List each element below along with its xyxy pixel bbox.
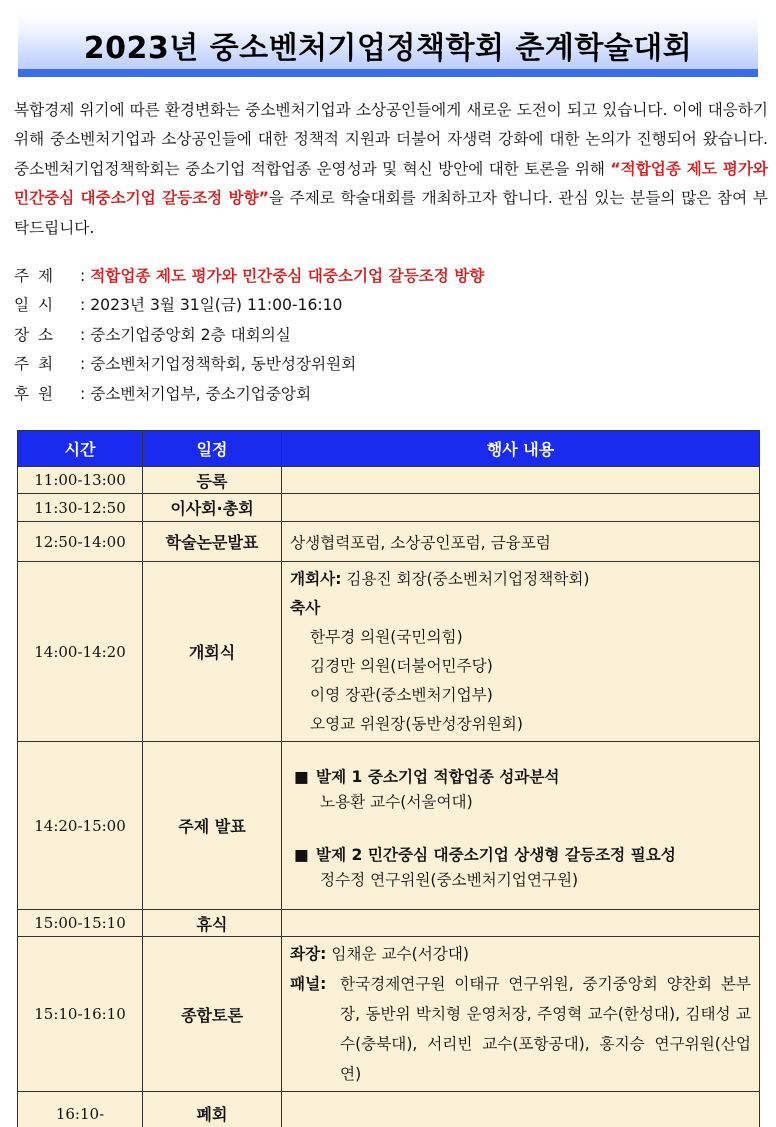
chair <box>290 940 751 969</box>
row-detail <box>282 494 760 522</box>
row-detail <box>282 467 760 494</box>
panel-members: 한국경제연구원 이태규 연구위원, 중기중앙회 양찬회 본부장, 동반위 박치형 운영처장, 주영혁 교수(한성대), 김태성 교수(충북대), 서리빈 교수(포항공대), 홍지승 연구위원(산업연) <box>340 975 751 1083</box>
row-time: 11:00-13:00 <box>18 467 143 494</box>
congrats-speaker: 오영교 위원장(동반성장위원회) <box>310 715 523 733</box>
panel-label: 패널: <box>290 975 327 993</box>
header-event: 일정 <box>143 431 282 467</box>
talk-title: 발제 1 중소기업 적합업종 성과분석 <box>316 767 560 786</box>
table-header-row <box>18 431 760 467</box>
row-time: 15:00-15:10 <box>18 910 143 937</box>
schedule-table <box>17 430 760 1127</box>
row-detail-opening <box>282 562 760 742</box>
table-row <box>18 1092 760 1127</box>
banner-underline <box>18 69 758 77</box>
talk-speaker: 노용환 교수(서울여대) <box>320 792 473 811</box>
row-event: 등록 <box>143 467 282 494</box>
row-event: 개회식 <box>143 562 282 742</box>
info-colon: : <box>80 384 86 403</box>
congrats-speaker: 김경만 의원(더불어민주당) <box>310 657 493 675</box>
row-time: 12:50-14:00 <box>18 522 143 562</box>
info-value-theme: 적합업종 제도 평가와 민간중심 대중소기업 갈등조정 방향 <box>90 267 485 285</box>
panel <box>290 969 751 1089</box>
header-time: 시간 <box>18 431 143 467</box>
talk-speaker: 정수정 연구위원(중소벤처기업연구원) <box>320 870 579 889</box>
congrats-speaker: 이영 장관(중소벤처기업부) <box>310 686 493 704</box>
info-label: 장 소 <box>14 325 56 344</box>
title-banner <box>18 13 758 77</box>
row-event: 주제 발표 <box>143 742 282 910</box>
info-label: 주 제 <box>14 267 56 285</box>
table-row <box>18 467 760 494</box>
row-event: 종합토론 <box>143 937 282 1092</box>
row-event: 학술논문발표 <box>143 522 282 562</box>
intro-text-2: 을 주제로 학술대회를 개최하고자 합니다. 관심 있는 분들의 많은 참여 부탁드립니다. <box>14 189 768 237</box>
table-row <box>18 522 760 562</box>
chair-name: 임채운 교수(서강대) <box>326 945 469 963</box>
opening-label: 개회사: <box>290 570 342 588</box>
row-detail-discussion <box>282 937 760 1092</box>
row-event: 휴식 <box>143 910 282 937</box>
info-row-theme <box>14 262 764 291</box>
row-detail <box>282 1092 760 1127</box>
table-row <box>18 742 760 910</box>
table-row <box>18 910 760 937</box>
row-detail: 상생협력포럼, 소상공인포럼, 금융포럼 <box>282 522 760 562</box>
row-time: 16:10- <box>18 1092 143 1127</box>
table-row <box>18 937 760 1092</box>
info-colon: : <box>80 267 86 285</box>
info-value-datetime: 2023년 3월 31일(금) 11:00-16:10 <box>90 296 343 315</box>
square-bullet-icon: ■ <box>294 845 309 864</box>
talk-title: 발제 2 민간중심 대중소기업 상생형 갈등조정 필요성 <box>316 845 676 864</box>
page-title: 2023년 중소벤처기업정책학회 춘계학술대회 <box>83 31 693 66</box>
intro-paragraph <box>14 96 768 243</box>
row-detail <box>282 910 760 937</box>
info-colon: : <box>80 355 86 374</box>
intro-highlight: “적합업종 제도 평가와 민간중심 대중소기업 갈등조정 방향” <box>14 159 768 208</box>
table-row <box>18 494 760 522</box>
table-row <box>18 562 760 742</box>
info-value-host: 중소벤처기업정책학회, 동반성장위원회 <box>90 355 357 374</box>
congrats-label: 축사 <box>290 599 321 617</box>
row-detail-talks <box>282 742 760 910</box>
talk-item <box>290 760 751 814</box>
congrats-speaker: 한무경 의원(국민의힘) <box>310 628 463 646</box>
row-event: 이사회·총회 <box>143 494 282 522</box>
row-time: 14:00-14:20 <box>18 562 143 742</box>
info-colon: : <box>80 296 86 315</box>
row-time: 11:30-12:50 <box>18 494 143 522</box>
row-time: 14:20-15:00 <box>18 742 143 910</box>
chair-label: 좌장: <box>290 945 327 963</box>
header-detail: 행사 내용 <box>282 431 760 467</box>
opening-speech <box>290 565 751 594</box>
row-event: 폐회 <box>143 1092 282 1127</box>
info-label: 후 원 <box>14 384 56 403</box>
info-row-host <box>14 350 764 379</box>
row-time: 15:10-16:10 <box>18 937 143 1092</box>
info-row-sponsor <box>14 380 764 409</box>
info-row-datetime <box>14 291 764 320</box>
talk-item <box>290 838 751 892</box>
info-value-sponsor: 중소벤처기업부, 중소기업중앙회 <box>90 384 312 403</box>
opening-speaker: 김용진 회장(중소벤처기업정책학회) <box>341 570 590 588</box>
info-colon: : <box>80 325 86 344</box>
square-bullet-icon: ■ <box>294 767 309 786</box>
intro-text-1: 복합경제 위기에 따른 환경변화는 중소벤처기업과 소상공인들에게 새로운 도전이 되고 있습니다. 이에 대응하기 위해 중소벤처기업과 소상공인들에 대한 정책적 지원과 더불어 자생력 강화에 대한 논의가 진행되어 왔습니다. 중소벤처기업정책학회는 중소기업 적합업종 운영성과 및 혁신 방안에 대한 토론을 위해 <box>14 101 768 178</box>
info-label: 일 시 <box>14 296 56 315</box>
event-info <box>14 262 764 409</box>
info-value-venue: 중소기업중앙회 2층 대회의실 <box>90 325 291 344</box>
info-label: 주 최 <box>14 355 56 374</box>
info-row-venue <box>14 321 764 350</box>
